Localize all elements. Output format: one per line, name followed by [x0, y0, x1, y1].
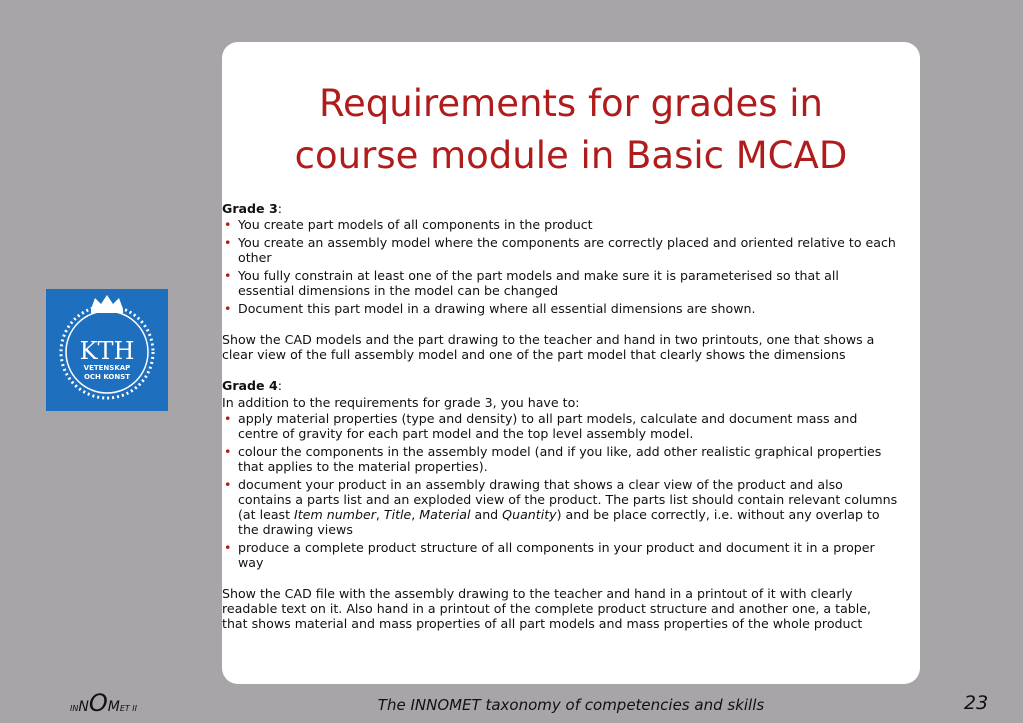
title-line-1: Requirements for grades in	[318, 82, 824, 125]
kth-logo	[46, 289, 168, 411]
grade3-heading: Grade 3:	[222, 201, 282, 216]
grade3-bullet: • You fully constrain at least one of the part models and make sure it is parameterised so that all essential dimensions in the model can be changed	[222, 268, 898, 298]
grade4-closing: Show the CAD file with the assembly drawing to the teacher and hand in a printout of it with clearly readable text on it. Also hand in a printout of the complete product structure and another one, a table, that shows material and mass properties of all part models and mass properties of the whole product	[222, 586, 872, 631]
grade4-bullet: • colour the components in the assembly model (and if you like, add other realistic graphical properties that applies to the material properties).	[222, 444, 898, 474]
logo-main-text: KTH	[79, 337, 135, 365]
grade4-label: Grade 4	[222, 378, 278, 393]
kth-crest-icon	[46, 289, 168, 411]
grade3-bullet: • You create part models of all components in the product	[222, 217, 898, 232]
title-line-2: course module in Basic MCAD	[294, 134, 848, 177]
grade3-bullet: • Document this part model in a drawing where all essential dimensions are shown.	[222, 301, 898, 316]
grade4-bullet: • document your product in an assembly drawing that shows a clear view of the product and also contains a parts list and an exploded view of the product. The parts list should contain relevant columns (at least Item number, Title, Material and Quantity) and be place correctly, i.e. without any overlap to the drawing views	[222, 477, 898, 537]
grade4-heading: Grade 4:	[222, 378, 282, 393]
grade3-bullet: • You create an assembly model where the components are correctly placed and oriented relative to each other	[222, 235, 898, 265]
grade3-closing: Show the CAD models and the part drawing to the teacher and hand in two printouts, one that shows a clear view of the full assembly model and one of the part model that clearly shows the dimensions	[222, 332, 875, 362]
grade3-list	[222, 217, 898, 316]
logo-line-1: VETENSKAP	[83, 364, 131, 372]
grade4-list	[222, 411, 898, 570]
logo-line-2: OCH KONST	[83, 373, 131, 381]
grade4-intro: In addition to the requirements for grade 3, you have to:	[222, 395, 580, 410]
innomet-logo: INNOMET II	[70, 689, 138, 717]
footer-caption: The INNOMET taxonomy of competencies and skills	[377, 696, 765, 714]
grade3-label: Grade 3	[222, 201, 278, 216]
slide-body	[222, 201, 898, 631]
slide-title	[222, 78, 920, 182]
grade4-bullet: • apply material properties (type and density) to all part models, calculate and document mass and centre of gravity for each part model and the top level assembly model.	[222, 411, 898, 441]
grade4-bullet: • produce a complete product structure of all components in your product and document it in a proper way	[222, 540, 898, 570]
page-number: 23	[964, 692, 989, 714]
